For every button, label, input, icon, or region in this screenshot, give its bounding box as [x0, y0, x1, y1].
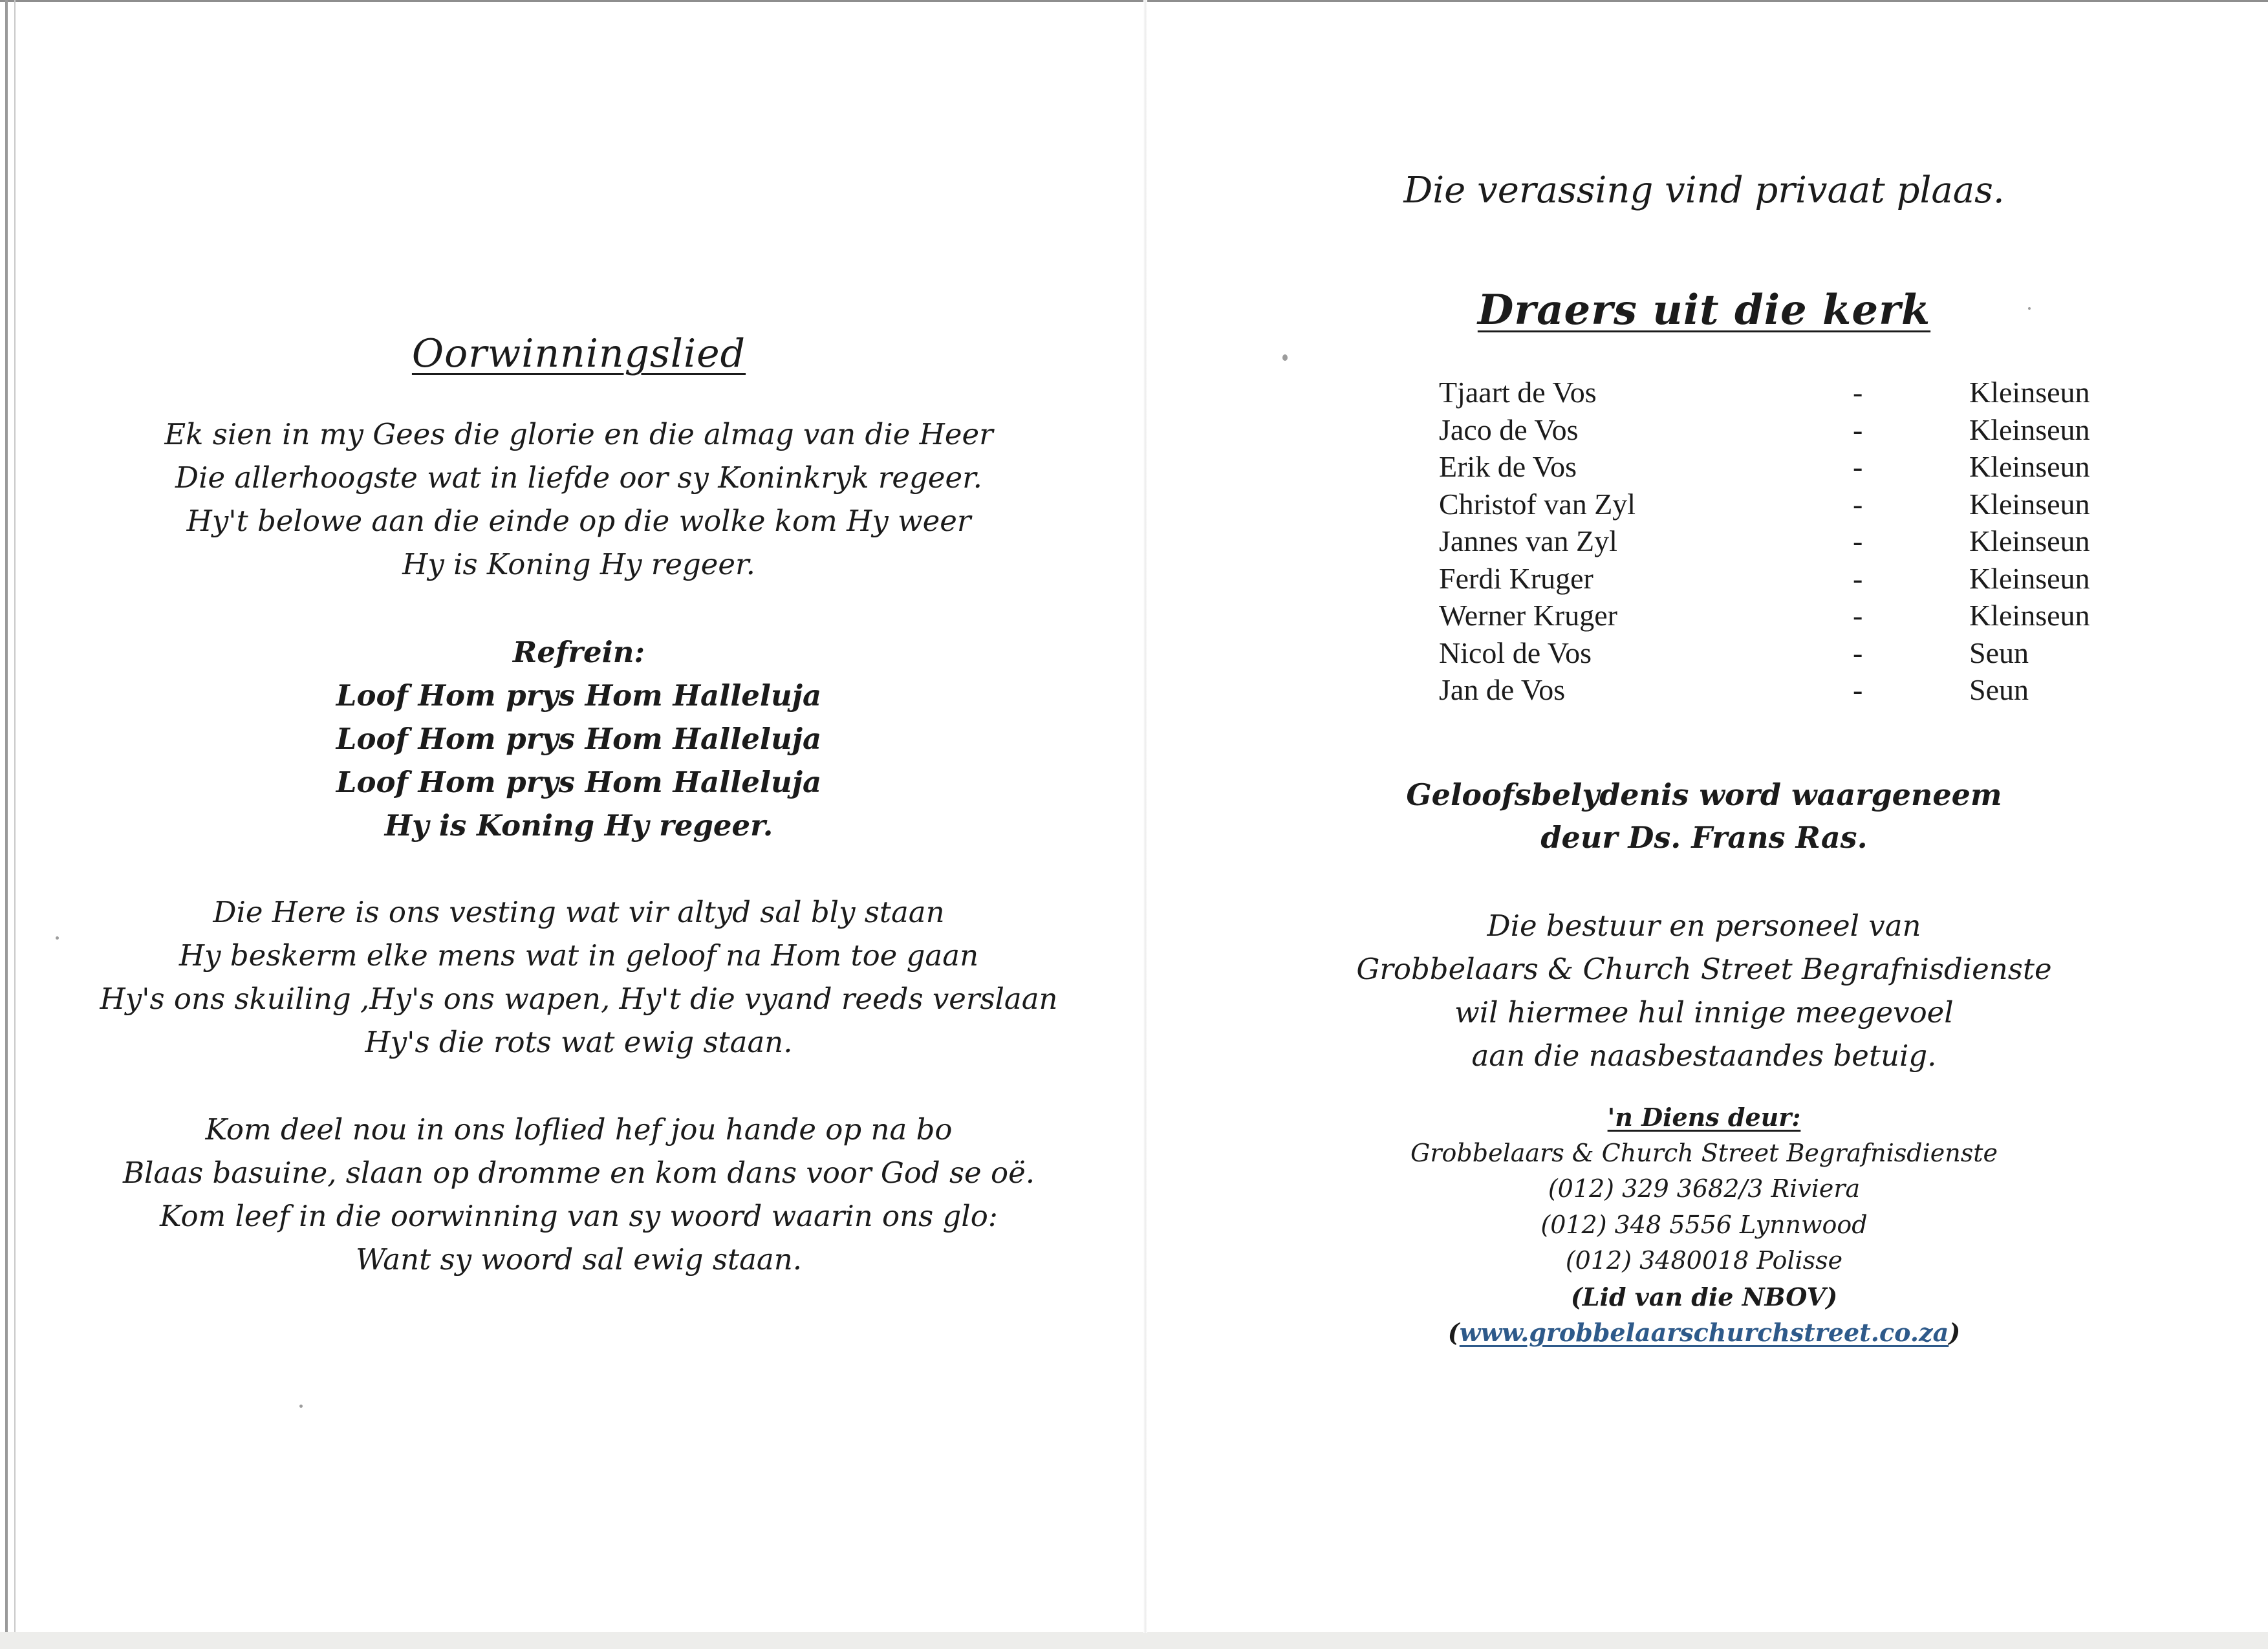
bearer-row — [1439, 560, 2090, 598]
paper-left-edge — [5, 0, 8, 1649]
bearer-relation: Seun — [1969, 673, 2029, 706]
bearer-relation: Kleinseun — [1969, 413, 2090, 446]
service-block — [1261, 1099, 2147, 1351]
bearer-row — [1439, 374, 2090, 411]
bearer-name: Christof van Zyl — [1439, 487, 1636, 521]
creed-line: Geloofsbelydenis word waargeneem — [1406, 777, 2002, 812]
paper-bottom-edge — [0, 1632, 2268, 1649]
bearer-dash: - — [1853, 636, 1863, 669]
stanza-line: Die allerhoogste wat in liefde oor sy Koninkryk regeer. — [175, 460, 982, 495]
bearer-relation: Kleinseun — [1969, 524, 2090, 557]
stanza-line: Hy beskerm elke mens wat in geloof na Hom toe gaan — [178, 938, 979, 973]
website-paren-close: ) — [1949, 1318, 1961, 1347]
bearer-row — [1439, 523, 2090, 560]
bearer-row — [1439, 448, 2090, 486]
creed-note — [1261, 773, 2147, 859]
stanza-line: Hy't belowe aan die einde op die wolke kom Hy weer — [186, 504, 971, 538]
stanza-1 — [52, 413, 1106, 586]
website-link[interactable]: www.grobbelaarschurchstreet.co.za — [1459, 1318, 1949, 1347]
page-fold — [1143, 0, 1147, 1633]
stanza-line: Hy's ons skuiling ,Hy's ons wapen, Hy't die vyand reeds verslaan — [100, 982, 1058, 1016]
company-name: Grobbelaars & Church Street Begrafnisdienste — [1410, 1138, 1998, 1167]
bearer-name: Tjaart de Vos — [1439, 376, 1597, 409]
stanza-line: Blaas basuine, slaan op dromme en kom dans voor God se oë. — [122, 1156, 1035, 1190]
bearer-dash: - — [1853, 673, 1863, 706]
bearers-table — [1439, 374, 2090, 709]
bearer-dash: - — [1853, 487, 1863, 521]
bearers-list — [1439, 374, 2090, 709]
bearer-relation: Kleinseun — [1969, 561, 2090, 595]
bearer-name: Nicol de Vos — [1439, 636, 1592, 669]
stanza-line: Kom leef in die oorwinning van sy woord waarin ons glo: — [160, 1199, 998, 1233]
refrain-line: Hy is Koning Hy regeer. — [384, 808, 773, 843]
stanza-2 — [52, 890, 1106, 1064]
bearer-dash: - — [1853, 413, 1863, 446]
condolence-line: Die bestuur en personeel van — [1487, 909, 1921, 943]
service-heading: 'n Diens deur: — [1607, 1103, 1801, 1132]
bearer-relation: Kleinseun — [1969, 487, 2090, 521]
stanza-line: Hy's die rots wat ewig staan. — [365, 1025, 793, 1059]
phone-polisse: (012) 3480018 Polisse — [1565, 1246, 1843, 1275]
membership-note: (Lid van die NBOV) — [1570, 1282, 1838, 1311]
stanza-line: Hy is Koning Hy regeer. — [402, 547, 755, 581]
cremation-note: Die verassing vind privaat plaas. — [1403, 169, 2005, 211]
stanza-line: Ek sien in my Gees die glorie en die almag van die Heer — [164, 417, 993, 451]
left-page — [52, 0, 1106, 1630]
bearer-dash: - — [1853, 376, 1863, 409]
refrain — [52, 630, 1106, 847]
website-paren-open: ( — [1447, 1318, 1460, 1347]
bearer-dash: - — [1853, 524, 1863, 557]
condolence-line: Grobbelaars & Church Street Begrafnisdienste — [1356, 952, 2052, 986]
phone-lynnwood: (012) 348 5556 Lynnwood — [1540, 1210, 1868, 1239]
paper-left-edge-inner — [14, 0, 16, 1649]
refrain-heading: Refrein: — [512, 635, 645, 669]
condolence-message — [1261, 904, 2147, 1077]
bearer-dash: - — [1853, 561, 1863, 595]
bearer-name: Erik de Vos — [1439, 450, 1577, 483]
stanza-line: Die Here is ons vesting wat vir altyd sal bly staan — [213, 895, 945, 929]
stanza-line: Kom deel nou in ons loflied hef jou hande op na bo — [205, 1112, 953, 1147]
bearer-name: Werner Kruger — [1439, 599, 1617, 632]
phone-riviera: (012) 329 3682/3 Riviera — [1548, 1174, 1861, 1203]
song-title: Oorwinningslied — [411, 331, 746, 376]
creed-line: deur Ds. Frans Ras. — [1540, 820, 1868, 855]
bearer-name: Ferdi Kruger — [1439, 561, 1593, 595]
refrain-line: Loof Hom prys Hom Halleluja — [336, 765, 822, 799]
bearer-dash: - — [1853, 450, 1863, 483]
bearer-row — [1439, 486, 2090, 523]
bearer-row — [1439, 411, 2090, 449]
bearer-dash: - — [1853, 599, 1863, 632]
bearer-relation: Kleinseun — [1969, 450, 2090, 483]
bearer-name: Jan de Vos — [1439, 673, 1566, 706]
condolence-line: wil hiermee hul innige meegevoel — [1454, 995, 1954, 1029]
bearer-name: Jannes van Zyl — [1439, 524, 1617, 557]
bearers-title: Draers uit die kerk — [1477, 286, 1931, 334]
stanza-3 — [52, 1108, 1106, 1281]
refrain-line: Loof Hom prys Hom Halleluja — [336, 678, 822, 713]
website-line — [1261, 1315, 2147, 1351]
stanza-line: Want sy woord sal ewig staan. — [355, 1242, 803, 1277]
bearer-relation: Kleinseun — [1969, 599, 2090, 632]
bearer-relation: Kleinseun — [1969, 376, 2090, 409]
bearer-relation: Seun — [1969, 636, 2029, 669]
bearer-row — [1439, 671, 2090, 709]
bearer-name: Jaco de Vos — [1439, 413, 1579, 446]
bearer-row — [1439, 634, 2090, 672]
bearer-row — [1439, 597, 2090, 634]
right-page — [1261, 0, 2147, 1630]
condolence-line: aan die naasbestaandes betuig. — [1471, 1039, 1937, 1073]
refrain-line: Loof Hom prys Hom Halleluja — [336, 722, 822, 756]
